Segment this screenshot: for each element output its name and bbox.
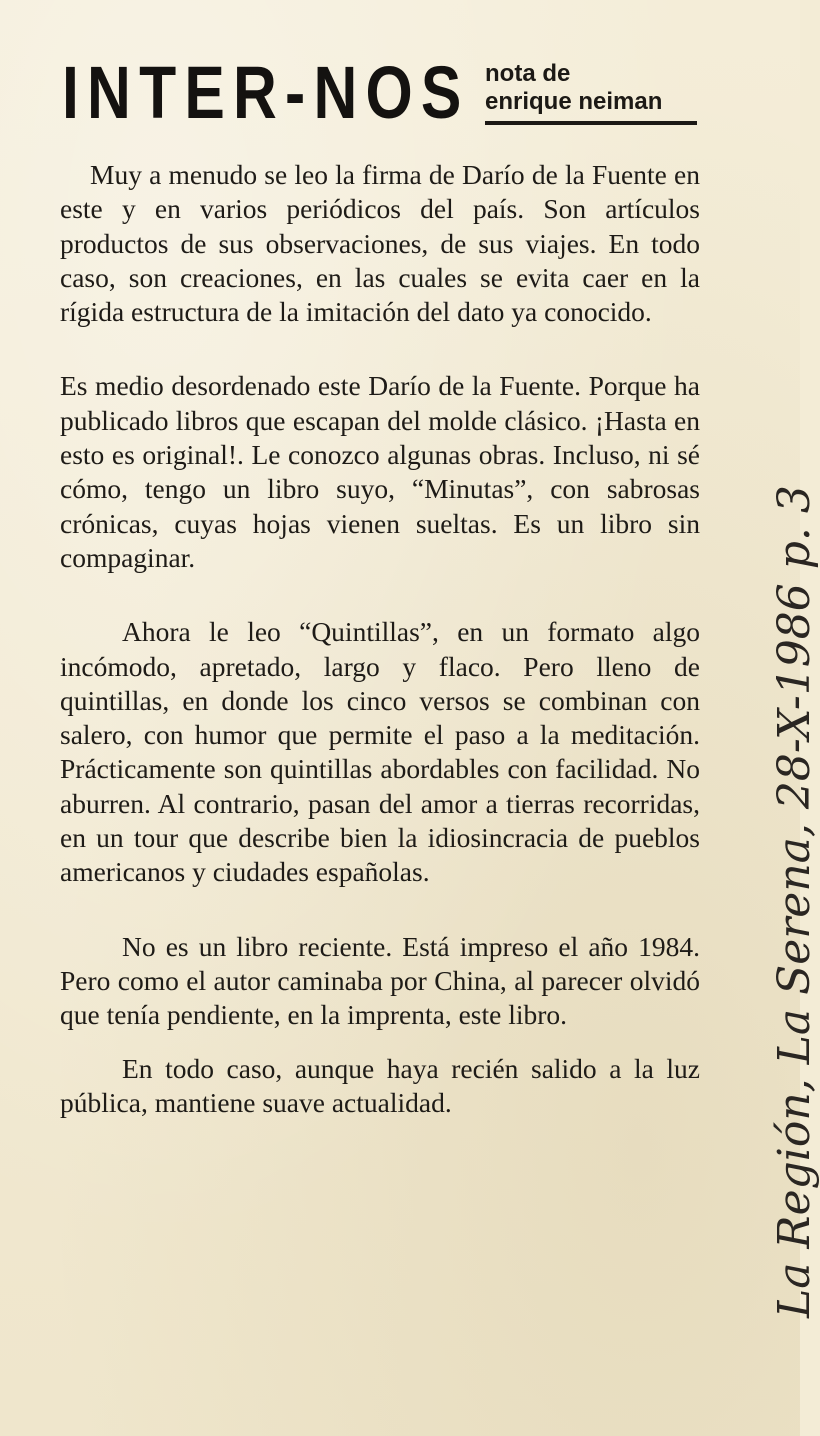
paragraph-5: En todo caso, aunque haya recién salido a la luz pública, mantiene suave actualidad. [60, 1052, 700, 1118]
paragraph-4: No es un libro reciente. Está impreso el año 1984. Pero como el autor caminaba por China, al parecer olvidó que tenía pendiente, en la imprenta, este libro. [60, 930, 700, 1031]
paragraph-3: Ahora le leo “Quintillas”, en un formato algo incómodo, apretado, largo y flaco. Pero lleno de quintillas, en donde los cinco versos se combinan con salero, con humor que permite el paso a la meditación. Prácticamente son quintillas abordables con facilidad. No aburren. Al contrario, pasan del amor a tierras recorridas, en un tour que describe bien la idiosincracia de pueblos americanos y ciudades españolas. [60, 616, 700, 888]
handwritten-source-note: La Región, La Serena, 28-X-1986 p. 3 [769, 485, 820, 1318]
headline: INTER-NOS [62, 51, 470, 134]
byline [485, 60, 705, 116]
byline-author: enrique neiman [485, 88, 663, 115]
article-body [60, 158, 700, 1120]
paragraph-2: Es medio desordenado este Darío de la Fuente. Porque ha publicado libros que escapan del molde clásico. ¡Hasta en esto es original!. Le conozco algunas obras. Incluso, ni sé cómo, tengo un libro suyo, “Minutas”, con sabrosas crónicas, cuyas hojas vienen sueltas. Es un libro sin compaginar. [60, 370, 700, 573]
byline-prefix: nota de [485, 60, 571, 87]
article-header [62, 50, 722, 140]
paragraph-1: Muy a menudo se leo la firma de Darío de la Fuente en este y en varios periódicos del país. Son artículos productos de sus observaciones, de sus viajes. En todo caso, son creaciones, en las cuales se evita caer en la rígida estructura de la imitación del dato ya conocido. [60, 159, 700, 328]
byline-underline [485, 121, 697, 125]
